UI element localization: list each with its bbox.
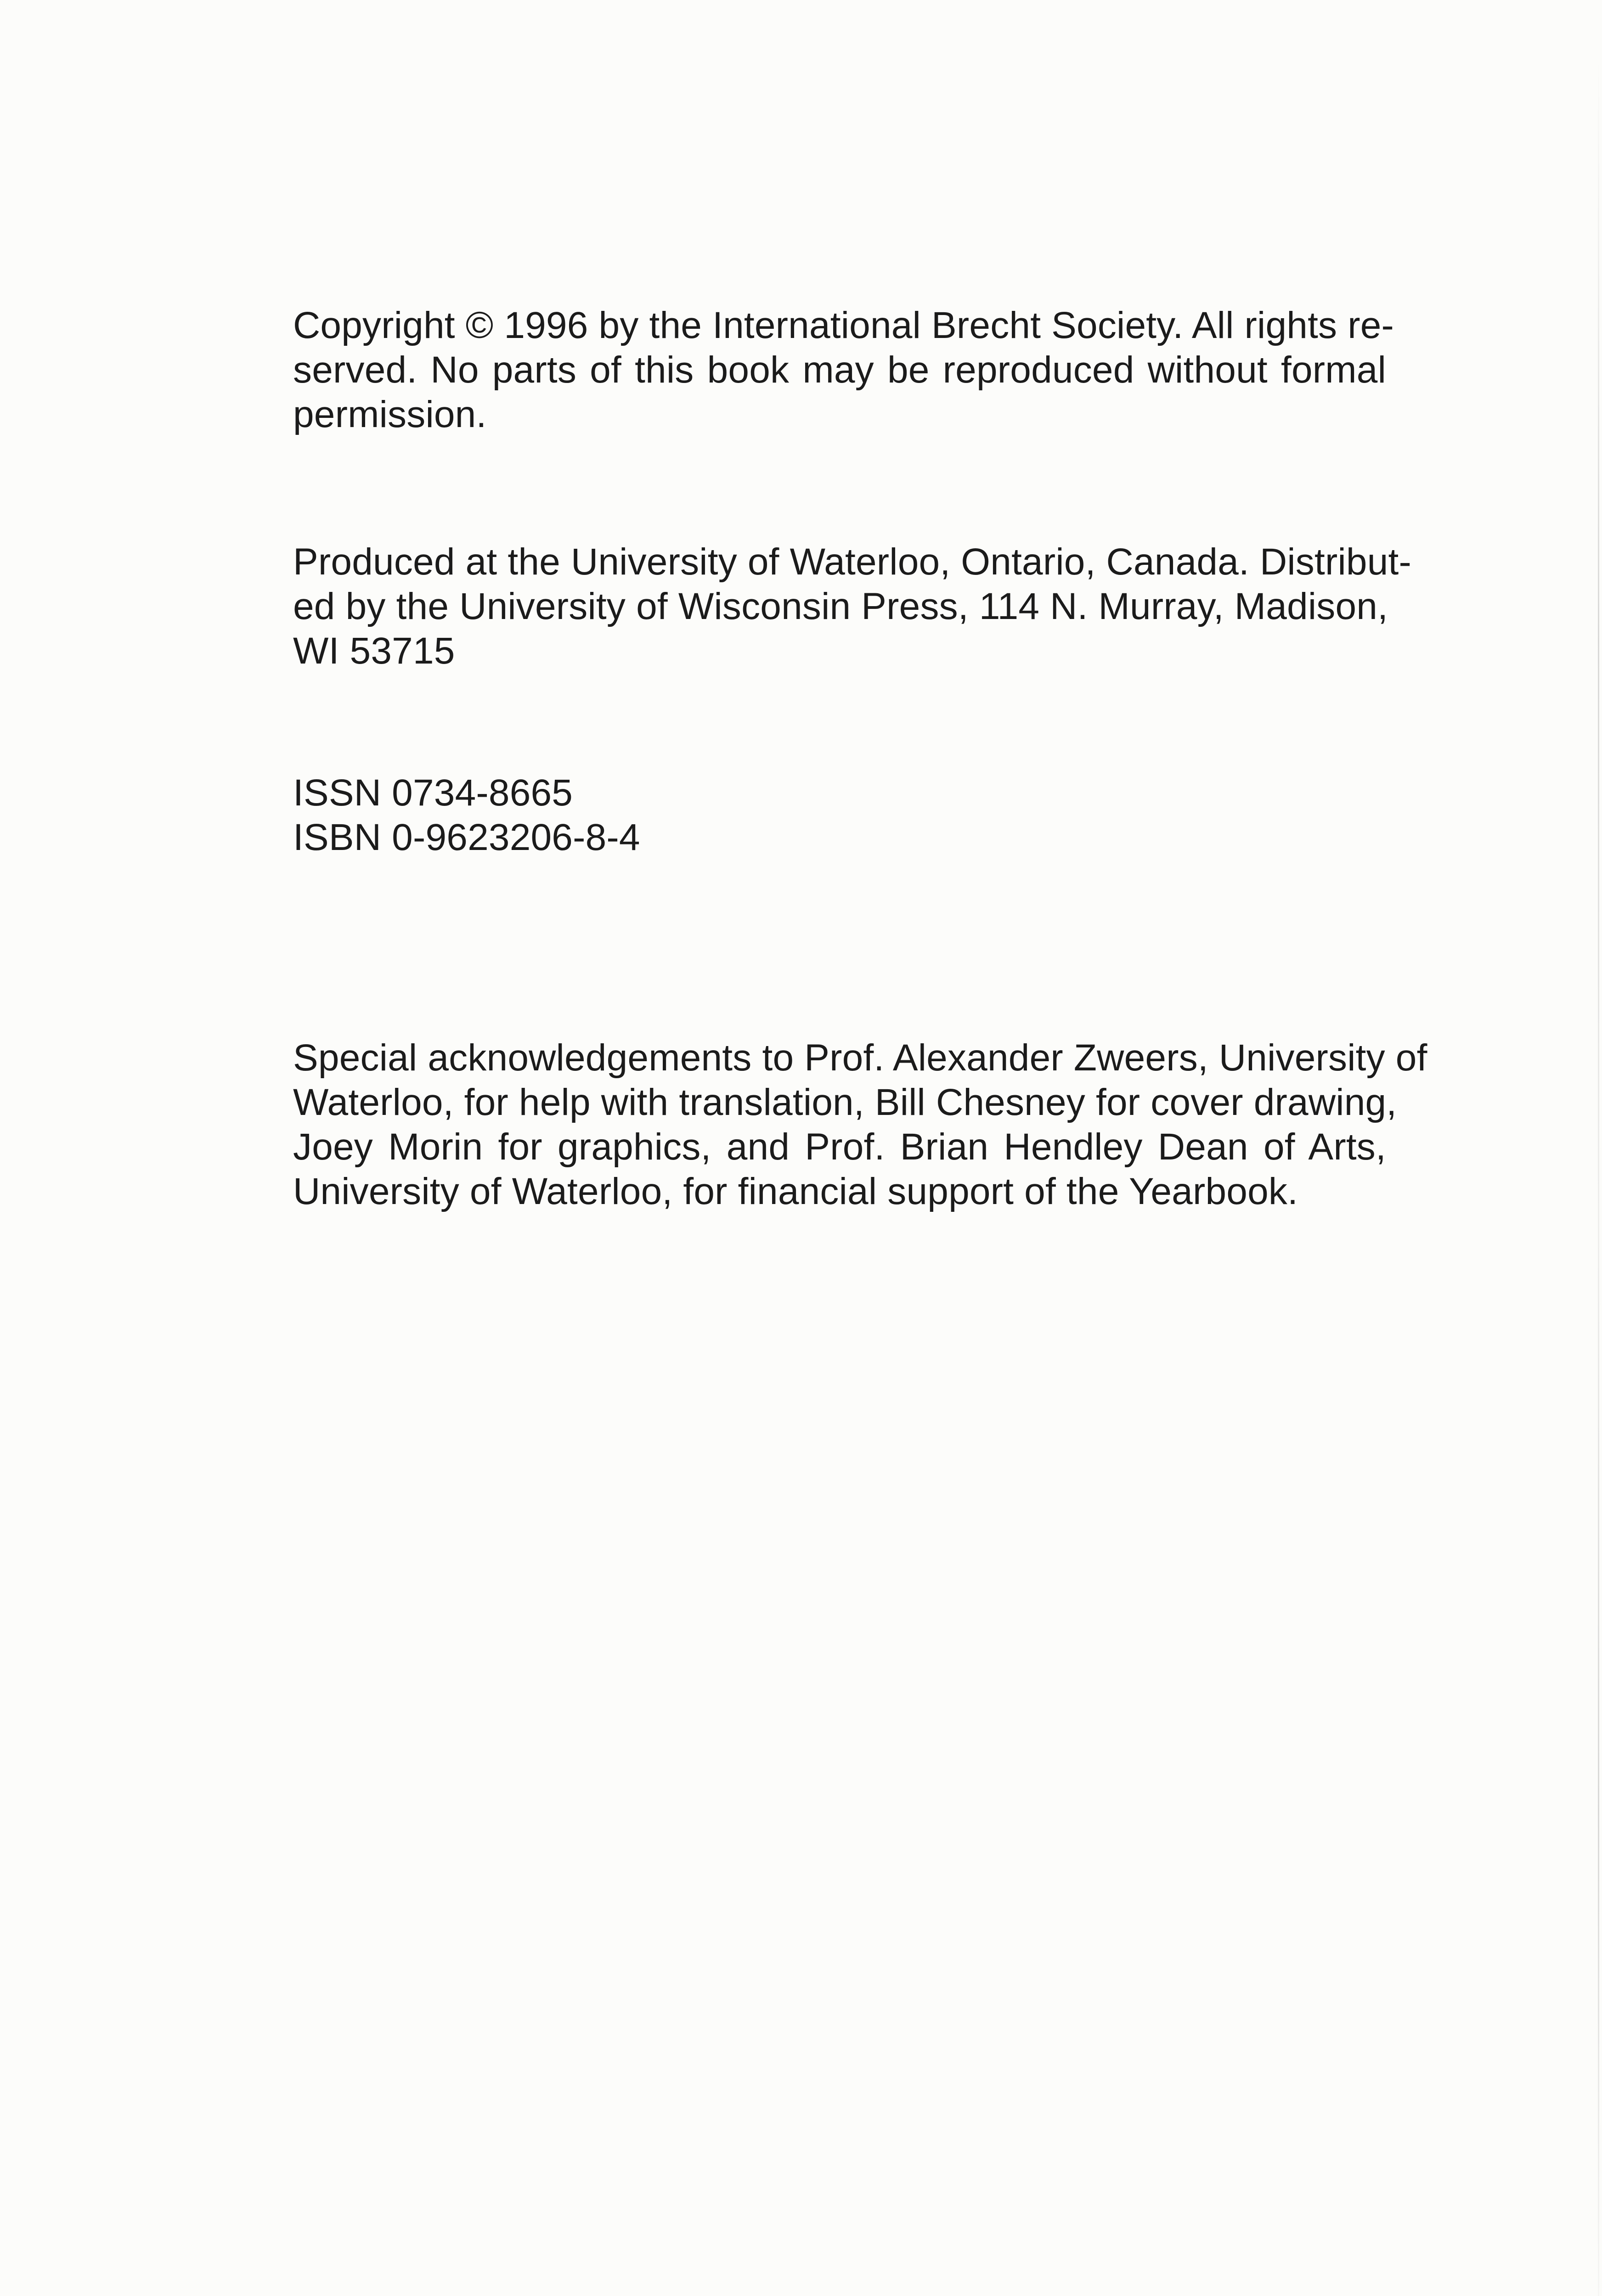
production-line-3: WI 53715	[293, 630, 455, 672]
isbn-number: ISBN 0-9623206-8-4	[293, 816, 640, 858]
copyright-line-1: Copyright © 1996 by the International Brecht Society. All rights re-	[293, 304, 1394, 346]
production-line-2: ed by the University of Wisconsin Press, 114 N. Murray, Madison,	[293, 585, 1388, 627]
acknowledgements-line-4: University of Waterloo, for financial support of the Yearbook.	[293, 1171, 1298, 1212]
issn-number: ISSN 0734-8665	[293, 772, 573, 814]
copyright-line-3: permission.	[293, 394, 487, 435]
acknowledgements-line-1: Special acknowledgements to Prof. Alexander Zweers, University of	[293, 1037, 1427, 1079]
copyright-line-2: served. No parts of this book may be reproduced without formal	[293, 349, 1386, 391]
copyright-notice	[293, 303, 1394, 437]
page-edge-shadow	[1598, 55, 1599, 2296]
acknowledgements-line-2: Waterloo, for help with translation, Bill Chesney for cover drawing,	[293, 1081, 1397, 1123]
identifiers	[293, 771, 1386, 860]
acknowledgements-line-3: Joey Morin for graphics, and Prof. Brian Hendley Dean of Arts,	[293, 1126, 1386, 1168]
production-line-1: Produced at the University of Waterloo, Ontario, Canada. Distribut-	[293, 541, 1412, 583]
acknowledgements	[293, 1035, 1427, 1214]
production-note	[293, 540, 1412, 673]
